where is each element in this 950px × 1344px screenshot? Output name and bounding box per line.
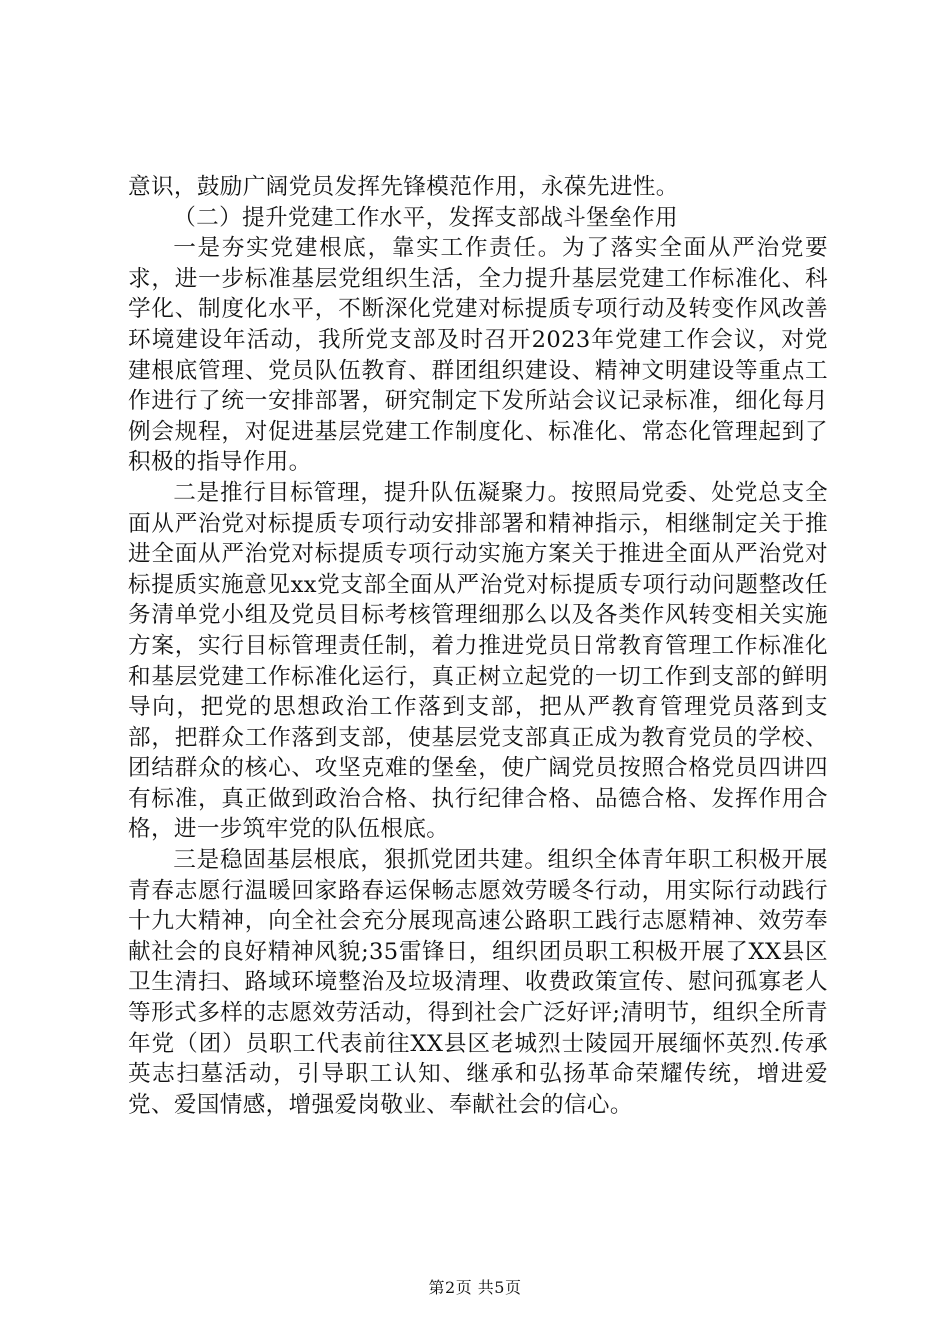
paragraph-party-foundation: 一是夯实党建根底，靠实工作责任。为了落实全面从严治党要求，进一步标准基层党组织生活，全力提升基层党建工作标准化、科学化、制度化水平，不断深化党建对标提质专项行动及转变作风改善环境建设年活动，我所党支部及时召开2023年党建工作会议，对党建根底管理、党员队伍教育、群团组织建设、精神文明建设等重点工作进行了统一安排部署，研究制定下发所站会议记录标准，细化每月例会规程，对促进基层党建工作制度化、标准化、常态化管理起到了积极的指导作用。	[128, 235, 828, 476]
paragraph-continuation: 意识，鼓励广阔党员发挥先锋模范作用，永葆先进性。	[128, 174, 679, 200]
page-footer: 第2页 共5页	[428, 1278, 522, 1297]
paragraph-target-management: 二是推行目标管理，提升队伍凝聚力。按照局党委、处党总支全面从严治党对标提质专项行动安排部署和精神指示，相继制定关于推进全面从严治党对标提质专项行动实施方案关于推进全面从严治党对标提质实施意见xx党支部全面从严治党对标提质专项行动问题整改任务清单党小组及党员目标考核管理细那么以及各类作风转变相关实施方案，实行目标管理责任制，着力推进党员日常教育管理工作标准化和基层党建工作标准化运行，真正树立起党的一切工作到支部的鲜明导向，把党的思想政治工作落到支部，把从严教育管理党员落到支部，把群众工作落到支部，使基层党支部真正成为教育党员的学校、团结群众的核心、攻坚克难的堡垒，使广阔党员按照合格党员四讲四有标准，真正做到政治合格、执行纪律合格、品德合格、发挥作用合格，进一步筑牢党的队伍根底。	[128, 479, 828, 843]
section-heading: （二）提升党建工作水平，发挥支部战斗堡垒作用	[173, 204, 678, 231]
document-body	[128, 172, 828, 1120]
paragraph-party-league-building: 三是稳固基层根底，狠抓党团共建。组织全体青年职工积极开展青春志愿行温暖回家路春运保畅志愿效劳暖冬行动，用实际行动践行十九大精神，向全社会充分展现高速公路职工践行志愿精神、效劳奉献社会的良好精神风貌;35雷锋日，组织团员职工积极开展了XX县区卫生清扫、路域环境整治及垃圾清理、收费政策宣传、慰问孤寡老人等形式多样的志愿效劳活动，得到社会广泛好评;清明节，组织全所青年党（团）员职工代表前往XX县区老城烈士陵园开展缅怀英烈.传承英志扫墓活动，引导职工认知、继承和弘扬革命荣耀传统，增进爱党、爱国情感，增强爱岗敬业、奉献社会的信心。	[128, 847, 828, 1118]
